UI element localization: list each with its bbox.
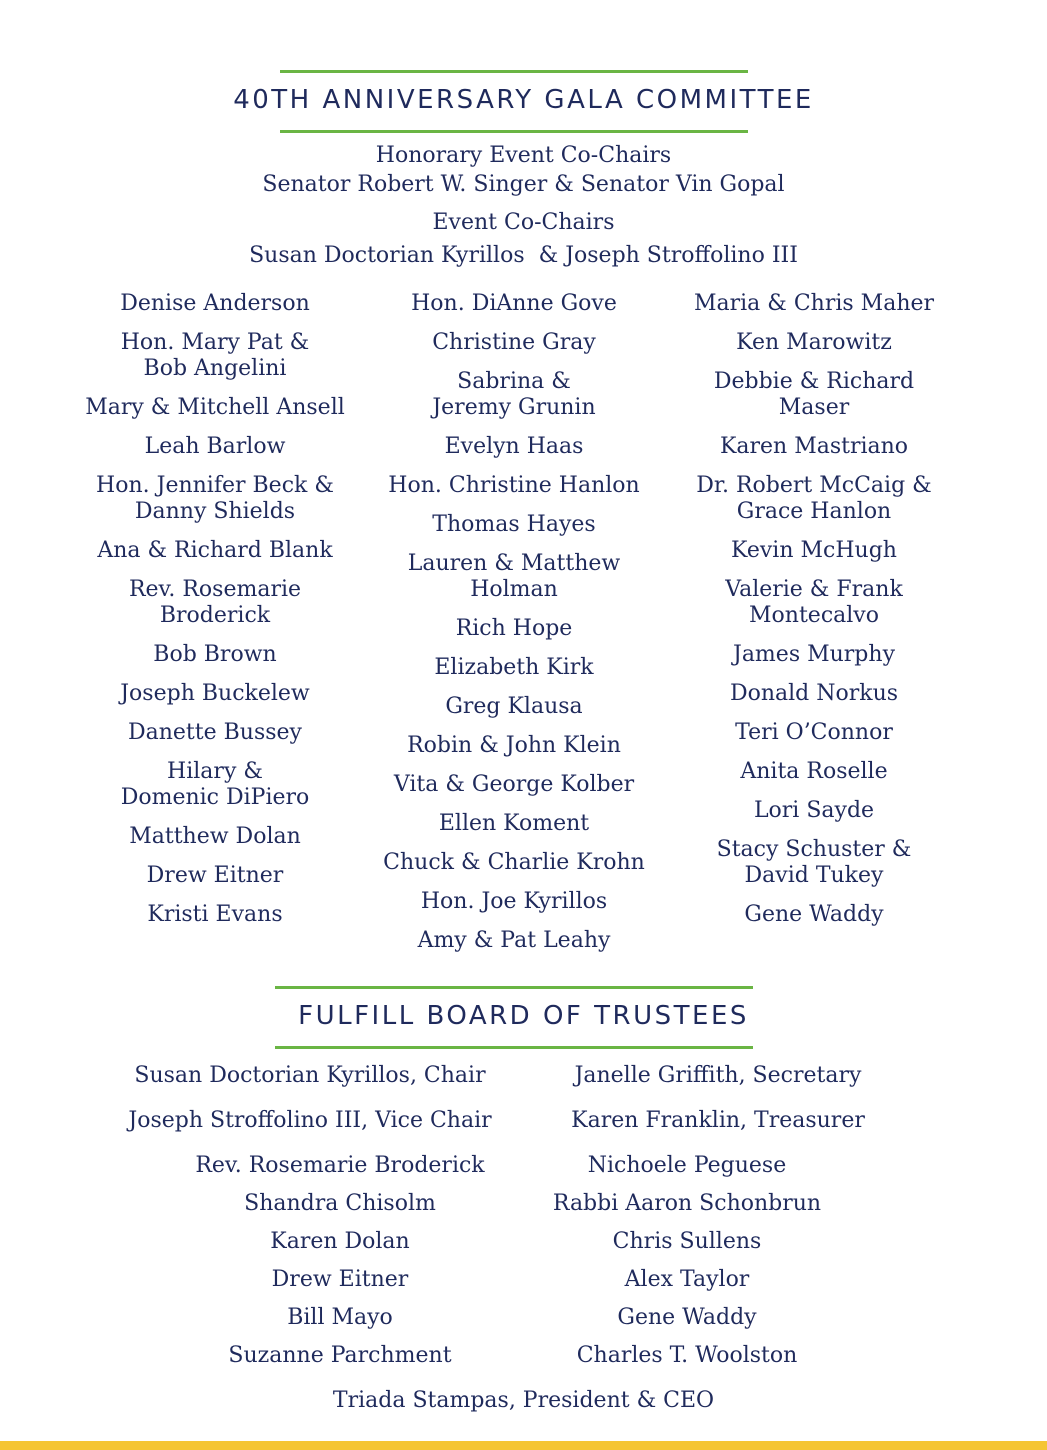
- bottom-accent-bar: [0, 1441, 1047, 1450]
- committee-member: Amy & Pat Leahy: [417, 928, 611, 953]
- committee-member: Rev. Rosemarie Broderick: [128, 577, 302, 628]
- board-secretary: Janelle Griffith, Secretary: [574, 1063, 862, 1088]
- board-president: Triada Stampas, President & CEO: [332, 1388, 715, 1413]
- committee-column-3: [660, 291, 968, 941]
- committee-member: Hon. Joe Kyrillos: [420, 889, 608, 914]
- committee-member: Thomas Hayes: [432, 512, 596, 537]
- committee-member: Hon. Christine Hanlon: [388, 473, 640, 498]
- gala-heading: 40TH ANNIVERSARY GALA COMMITTEE: [233, 85, 814, 115]
- committee-member: Kristi Evans: [147, 902, 283, 927]
- trustee: Bill Mayo: [287, 1305, 393, 1330]
- board-treasurer: Karen Franklin, Treasurer: [571, 1108, 865, 1133]
- committee-member: Joseph Buckelew: [120, 681, 310, 706]
- cochairs-names: Susan Doctorian Kyrillos & Joseph Stroffolino III: [249, 243, 798, 268]
- trustees-right: [487, 1153, 887, 1381]
- board-vice-chair: Joseph Stroffolino III, Vice Chair: [128, 1108, 492, 1133]
- board-chair: Susan Doctorian Kyrillos, Chair: [134, 1063, 486, 1088]
- committee-member: Kevin McHugh: [731, 538, 897, 563]
- committee-member: Ellen Koment: [438, 811, 590, 836]
- honorary-names: Senator Robert W. Singer & Senator Vin Gopal: [262, 172, 785, 197]
- committee-member: Christine Gray: [432, 330, 596, 355]
- committee-member: Drew Eitner: [146, 863, 284, 888]
- committee-member: Stacy Schuster & David Tukey: [716, 837, 912, 888]
- trustee: Rabbi Aaron Schonbrun: [552, 1191, 822, 1216]
- trustee: Suzanne Parchment: [228, 1343, 452, 1368]
- committee-member: Danette Bussey: [127, 720, 302, 745]
- committee-member: Dr. Robert McCaig & Grace Hanlon: [696, 473, 932, 524]
- committee-member: Debbie & Richard Maser: [713, 369, 915, 420]
- board-rule-top: [275, 986, 753, 989]
- committee-member: Evelyn Haas: [444, 434, 584, 459]
- trustee: Charles T. Woolston: [576, 1343, 798, 1368]
- committee-member: Elizabeth Kirk: [434, 655, 594, 680]
- committee-member: Hilary & Domenic DiPiero: [120, 759, 310, 810]
- committee-member: Greg Klausa: [445, 694, 583, 719]
- committee-member: Ken Marowitz: [736, 330, 892, 355]
- committee-column-2: [360, 291, 668, 967]
- committee-member: Bob Brown: [153, 642, 277, 667]
- trustee: Nichoele Peguese: [587, 1153, 787, 1178]
- committee-member: Matthew Dolan: [129, 824, 301, 849]
- committee-member: Gene Waddy: [744, 902, 884, 927]
- honorary-label: Honorary Event Co-Chairs: [375, 143, 672, 168]
- trustee: Shandra Chisolm: [244, 1191, 436, 1216]
- committee-member: James Murphy: [733, 642, 895, 667]
- committee-member: Hon. DiAnne Gove: [411, 291, 617, 316]
- trustee: Karen Dolan: [270, 1229, 410, 1254]
- board-heading: FULFILL BOARD OF TRUSTEES: [298, 1001, 749, 1031]
- committee-member: Karen Mastriano: [719, 434, 909, 459]
- trustee: Alex Taylor: [624, 1267, 750, 1292]
- trustee: Drew Eitner: [271, 1267, 409, 1292]
- committee-member: Ana & Richard Blank: [97, 538, 333, 563]
- committee-member: Anita Roselle: [740, 759, 888, 784]
- committee-member: Mary & Mitchell Ansell: [85, 395, 345, 420]
- committee-member: Donald Norkus: [729, 681, 899, 706]
- committee-member: Rich Hope: [455, 616, 573, 641]
- committee-member: Leah Barlow: [144, 434, 286, 459]
- committee-member: Robin & John Klein: [407, 733, 621, 758]
- gala-rule-bottom: [280, 130, 748, 133]
- trustee: Chris Sullens: [612, 1229, 762, 1254]
- committee-member: Lori Sayde: [753, 798, 875, 823]
- committee-member: Valerie & Frank Montecalvo: [725, 577, 903, 628]
- committee-member: Maria & Chris Maher: [693, 291, 935, 316]
- committee-member: Hon. Jennifer Beck & Danny Shields: [96, 473, 334, 524]
- committee-member: Hon. Mary Pat & Bob Angelini: [120, 330, 310, 381]
- committee-member: Lauren & Matthew Holman: [407, 551, 621, 602]
- trustee: Rev. Rosemarie Broderick: [195, 1153, 485, 1178]
- cochairs-label: Event Co-Chairs: [432, 210, 615, 235]
- committee-member: Sabrina & Jeremy Grunin: [432, 369, 596, 420]
- committee-member: Denise Anderson: [120, 291, 310, 316]
- trustees-left: [140, 1153, 540, 1381]
- board-rule-bottom: [275, 1046, 753, 1049]
- committee-member: Teri O’Connor: [735, 720, 893, 745]
- trustee: Gene Waddy: [617, 1305, 757, 1330]
- committee-column-1: [60, 291, 370, 941]
- committee-member: Chuck & Charlie Krohn: [383, 850, 645, 875]
- gala-rule-top: [280, 70, 748, 73]
- committee-member: Vita & George Kolber: [393, 772, 635, 797]
